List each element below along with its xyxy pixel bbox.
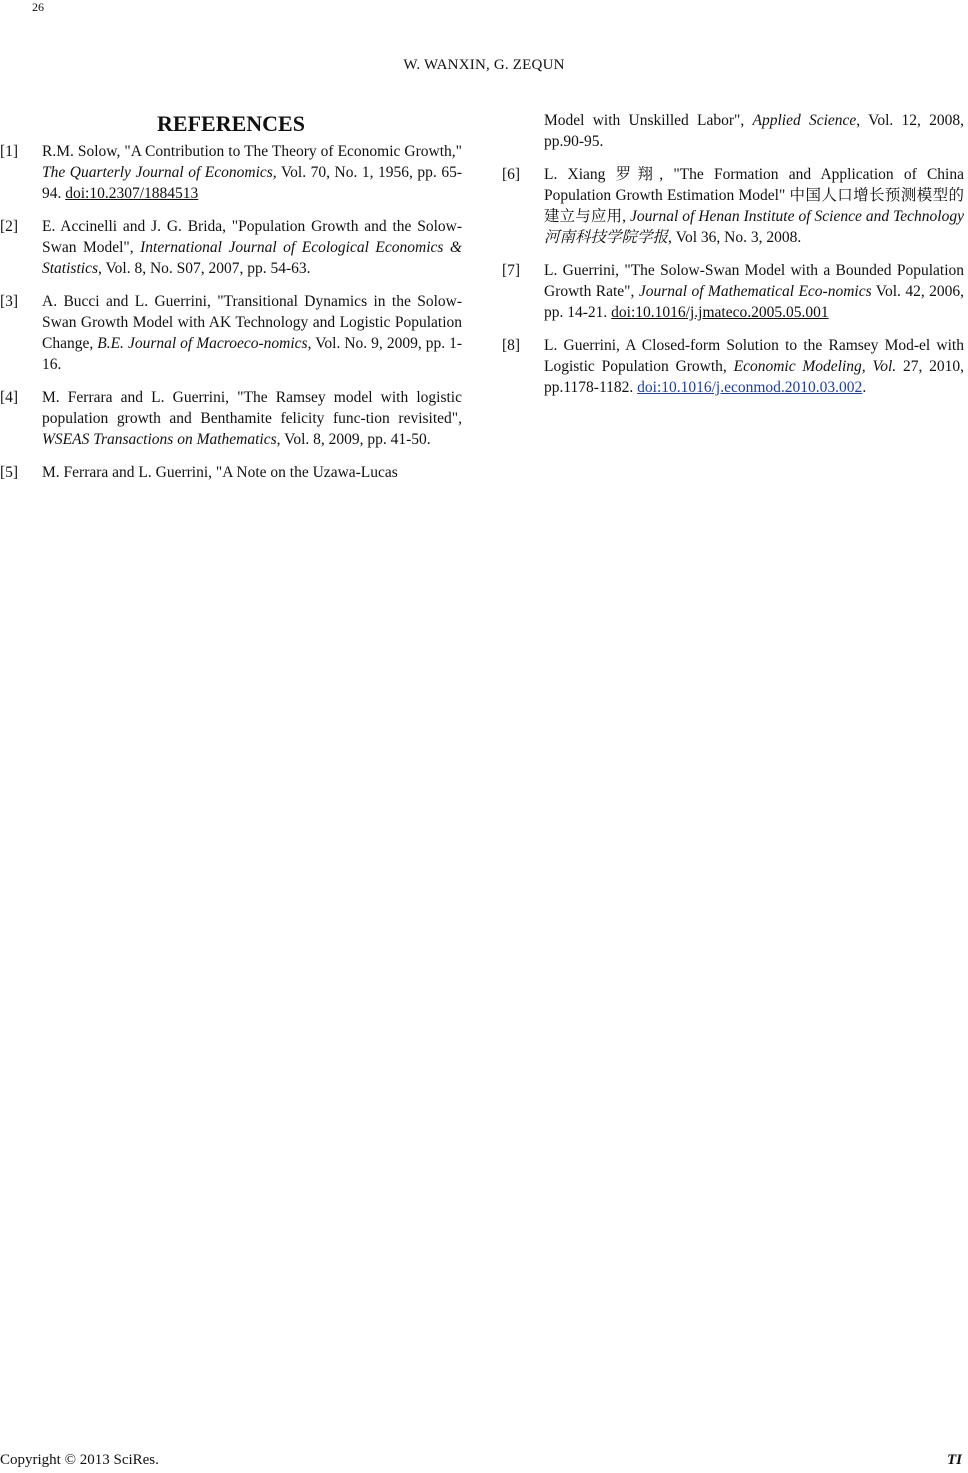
copyright-notice: Copyright © 2013 SciRes. bbox=[0, 1452, 159, 1468]
reference-journal: The Quarterly Journal of Economics, bbox=[42, 164, 277, 181]
reference-4 bbox=[0, 387, 462, 450]
reference-text: Vol. 42, 2006, pp. 14-21. bbox=[544, 283, 964, 321]
reference-text: M. Ferrara and L. Guerrini, "The Ramsey model with logistic population growth and Benthamite felicity func-tion revisited", bbox=[42, 389, 462, 427]
reference-6 bbox=[502, 164, 964, 248]
reference-7 bbox=[502, 260, 964, 323]
reference-journal: Applied Science bbox=[752, 112, 857, 129]
reference-text: Vol. 70, No. 1, 1956, pp. 65-94. bbox=[42, 164, 463, 202]
reference-number: [4] bbox=[0, 389, 19, 406]
reference-number: [7] bbox=[502, 262, 521, 279]
reference-number: [5] bbox=[0, 464, 19, 481]
reference-text: , Vol. 8, 2009, pp. 41-50. bbox=[276, 431, 431, 448]
reference-text: Model with Unskilled Labor", bbox=[544, 112, 753, 129]
reference-number: [2] bbox=[0, 218, 19, 235]
page-number: 26 bbox=[32, 0, 44, 14]
reference-number: [6] bbox=[502, 166, 521, 183]
doi-link[interactable]: doi:10.2307/1884513 bbox=[65, 185, 199, 202]
left-column bbox=[0, 110, 462, 495]
doi-link[interactable]: doi:10.1016/j.jmateco.2005.05.001 bbox=[611, 304, 829, 321]
journal-abbreviation: TI bbox=[947, 1452, 962, 1468]
reference-text: M. Ferrara and L. Guerrini, "A Note on the Uzawa-Lucas bbox=[42, 464, 398, 481]
reference-number: [1] bbox=[0, 143, 19, 160]
reference-text: , Vol. No. 9, 2009, pp. 1-16. bbox=[42, 335, 463, 373]
reference-text: R.M. Solow, "A Contribution to The Theory of Economic Growth," bbox=[42, 143, 462, 160]
reference-text: A. Bucci and L. Guerrini, "Transitional Dynamics in the Solow-Swan Growth Model with AK Technology and Logistic Population Change, bbox=[42, 293, 462, 352]
section-title: REFERENCES bbox=[157, 111, 305, 136]
reference-text: L. Guerrini, A Closed-form Solution to the Ramsey Mod-el with Logistic Population Growth, bbox=[544, 337, 964, 375]
reference-5 bbox=[0, 462, 462, 483]
reference-8 bbox=[502, 335, 964, 398]
reference-text: 27, 2010, pp.1178-1182. bbox=[544, 358, 965, 396]
reference-3 bbox=[0, 291, 462, 375]
reference-text: , Vol. 8, No. S07, 2007, pp. 54-63. bbox=[97, 260, 311, 277]
reference-5-continued bbox=[502, 110, 964, 152]
reference-journal: Journal of Mathematical Eco-nomics bbox=[638, 283, 872, 300]
reference-journal: B.E. Journal of Macroeco-nomics bbox=[97, 335, 308, 352]
reference-journal: Economic Modeling, Vol. bbox=[733, 358, 897, 375]
right-column bbox=[502, 110, 964, 410]
reference-journal: Journal of Henan Institute of Science and Technology 河南科技学院学报 bbox=[544, 208, 964, 246]
reference-2 bbox=[0, 216, 462, 279]
running-head: W. WANXIN, G. ZEQUN bbox=[403, 57, 565, 73]
reference-number: [8] bbox=[502, 337, 521, 354]
reference-journal: WSEAS Transactions on Mathematics bbox=[42, 431, 277, 448]
reference-text: L. Guerrini, "The Solow-Swan Model with a Bounded Population Growth Rate", bbox=[544, 262, 964, 300]
reference-text: E. Accinelli and J. G. Brida, "Population Growth and the Solow-Swan Model", bbox=[42, 218, 462, 256]
reference-text: . bbox=[862, 379, 867, 396]
reference-text: , Vol. 12, 2008, pp.90-95. bbox=[544, 112, 964, 150]
reference-1 bbox=[0, 141, 462, 204]
reference-number: [3] bbox=[0, 293, 19, 310]
reference-text: , Vol 36, No. 3, 2008. bbox=[668, 229, 802, 246]
doi-link[interactable]: doi:10.1016/j.econmod.2010.03.002 bbox=[637, 379, 863, 396]
reference-journal: International Journal of Ecological Economics & Statistics bbox=[42, 239, 462, 277]
reference-text: L. Xiang 罗翔, "The Formation and Application of China Population Growth Estimation Model" 中国人口增长预测模型的建立与应用, bbox=[544, 166, 964, 225]
